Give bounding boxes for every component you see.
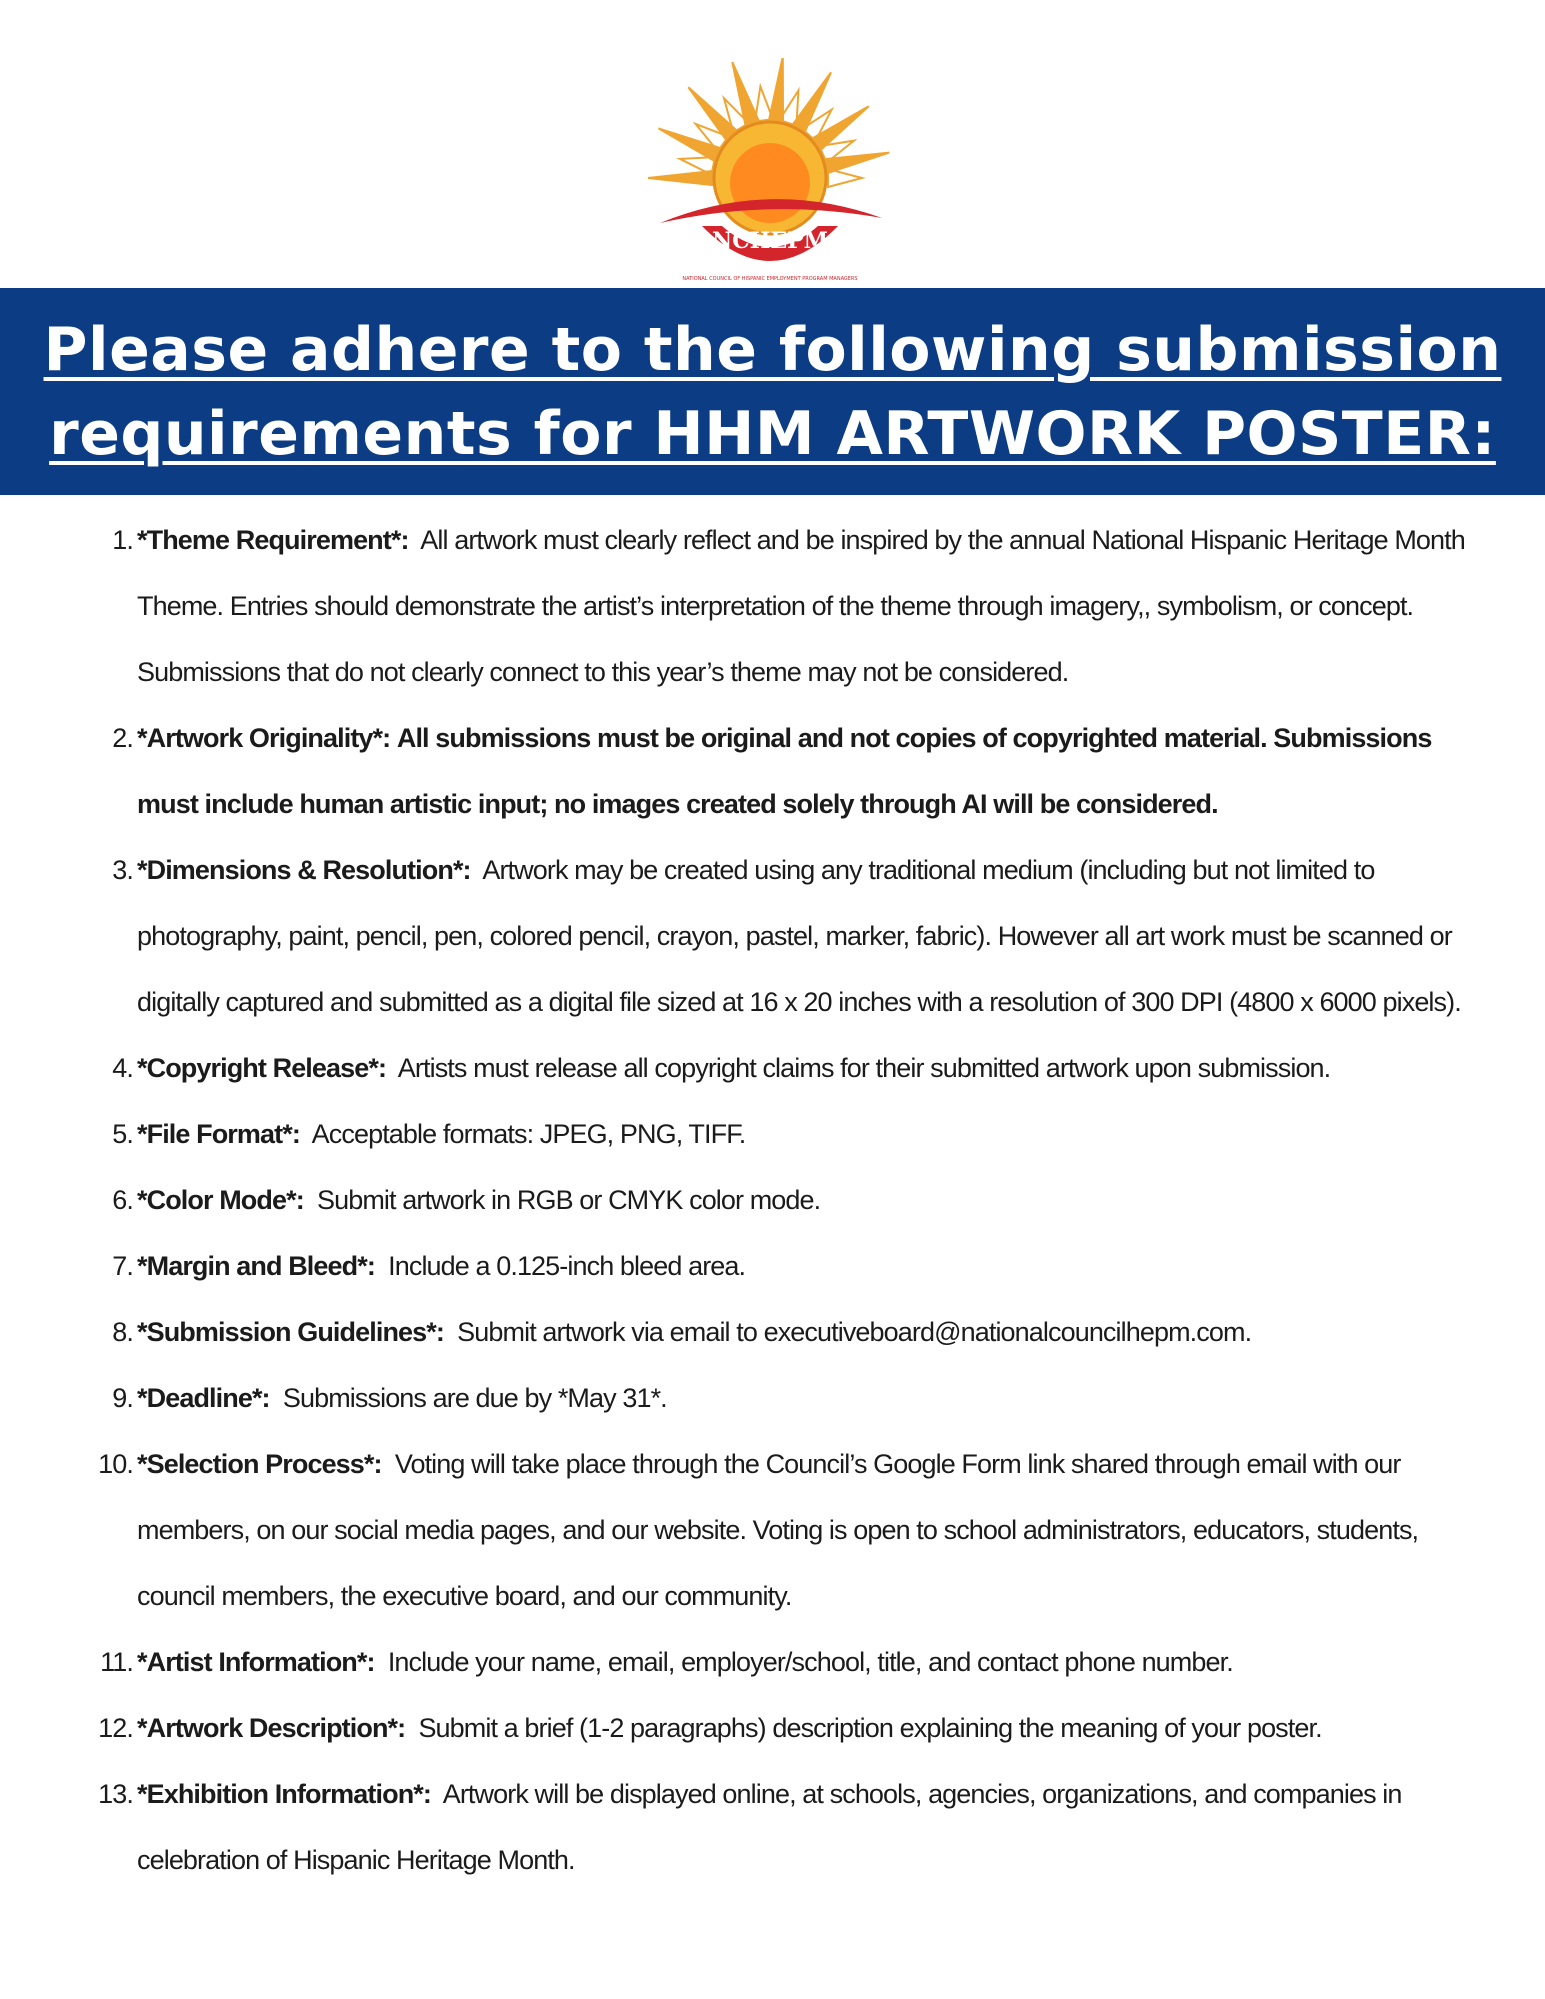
nchepm-logo	[620, 58, 920, 288]
sun-ray	[769, 58, 783, 121]
requirement-item	[0, 1761, 1545, 1893]
sun-logo-icon	[620, 58, 920, 288]
sun-ray	[688, 87, 736, 139]
item-text: Voting will take place through the Council’s Google Form link shared through email with our members, on our social media pages, and our website. Voting is open to school administrators, educators, students, council members, the executive board, and our community.	[137, 1449, 1419, 1611]
item-label: *File Format*:	[137, 1119, 300, 1149]
requirement-item	[0, 507, 1545, 705]
banner-title-line-1: Please adhere to the following submission	[43, 314, 1502, 385]
item-label: *Exhibition Information*:	[137, 1779, 431, 1809]
requirement-item	[0, 1233, 1545, 1299]
item-number: 1.	[112, 525, 133, 555]
item-text: Artists must release all copyright claims for their submitted artwork upon submission.	[397, 1053, 1331, 1083]
item-text: Acceptable formats: JPEG, PNG, TIFF.	[311, 1119, 746, 1149]
item-text: Submissions are due by *May 31*.	[282, 1383, 667, 1413]
item-label: *Deadline*:	[137, 1383, 270, 1413]
logo-subtext: NATIONAL COUNCIL OF HISPANIC EMPLOYMENT PROGRAM MANAGERS	[682, 276, 858, 282]
item-label: *Submission Guidelines*:	[137, 1317, 444, 1347]
item-label: *Artwork Originality*:	[137, 723, 391, 753]
item-number: 10.	[98, 1449, 133, 1479]
item-label: *Artwork Description*:	[137, 1713, 406, 1743]
item-number: 13.	[98, 1779, 133, 1809]
item-number: 6.	[112, 1185, 133, 1215]
requirement-item	[0, 1101, 1545, 1167]
banner-title-line-2: requirements for HHM ARTWORK POSTER:	[49, 398, 1496, 469]
item-text: All artwork must clearly reflect and be inspired by the annual National Hispanic Heritage Month Theme. Entries should demonstrate the artist’s interpretation of the theme through imagery,, symbolism, or concept. Submissions that do not clearly connect to this year’s theme may not be considered.	[137, 525, 1465, 687]
requirement-item	[0, 1695, 1545, 1761]
sun-ray	[732, 62, 758, 125]
item-label: *Margin and Bleed*:	[137, 1251, 375, 1281]
item-text: Submit artwork via email to executiveboard@nationalcouncilhepm.com.	[457, 1317, 1252, 1347]
item-number: 3.	[112, 855, 133, 885]
requirement-item	[0, 1299, 1545, 1365]
requirements-list	[0, 507, 1545, 1893]
header-banner	[0, 288, 1545, 495]
item-number: 9.	[112, 1383, 133, 1413]
item-number: 11.	[100, 1647, 133, 1677]
requirement-item	[0, 1431, 1545, 1629]
item-number: 4.	[112, 1053, 133, 1083]
item-label: *Dimensions & Resolution*:	[137, 855, 471, 885]
item-label: *Copyright Release*:	[137, 1053, 387, 1083]
item-text: Artwork will be displayed online, at schools, agencies, organizations, and companies in celebration of Hispanic Heritage Month.	[137, 1779, 1402, 1875]
item-number: 8.	[112, 1317, 133, 1347]
item-text: Submit a brief (1-2 paragraphs) description explaining the meaning of your poster.	[418, 1713, 1322, 1743]
logo-text: NCHEPM	[711, 228, 829, 254]
requirement-item	[0, 1035, 1545, 1101]
item-text: Submit artwork in RGB or CMYK color mode.	[317, 1185, 821, 1215]
item-label: *Theme Requirement*:	[137, 525, 409, 555]
requirement-item	[0, 1629, 1545, 1695]
sun-core	[730, 143, 810, 223]
item-text: Artwork may be created using any traditional medium (including but not limited to photography, paint, pencil, pen, colored pencil, crayon, pastel, marker, fabric). However all art work must be scanned or digitally captured and submitted as a digital file sized at 16 x 20 inches with a resolution of 300 DPI (4800 x 6000 pixels).	[137, 855, 1461, 1017]
item-label: *Artist Information*:	[137, 1647, 375, 1677]
item-number: 5.	[112, 1119, 133, 1149]
sun-ray	[648, 171, 712, 185]
item-number: 7.	[112, 1251, 133, 1281]
requirement-item	[0, 1167, 1545, 1233]
item-label: *Color Mode*:	[137, 1185, 304, 1215]
item-number: 2.	[112, 723, 133, 753]
requirement-item	[0, 837, 1545, 1035]
item-number: 12.	[98, 1713, 133, 1743]
item-text: Include your name, email, employer/school, title, and contact phone number.	[387, 1647, 1233, 1677]
requirement-item	[0, 1365, 1545, 1431]
item-label: *Selection Process*:	[137, 1449, 382, 1479]
item-text: All submissions must be original and not copies of copyrighted material. Submissions must include human artistic input; no images created solely through AI will be considered.	[137, 723, 1432, 819]
item-text: Include a 0.125-inch bleed area.	[388, 1251, 746, 1281]
requirement-item	[0, 705, 1545, 837]
sun-ray	[659, 128, 720, 160]
